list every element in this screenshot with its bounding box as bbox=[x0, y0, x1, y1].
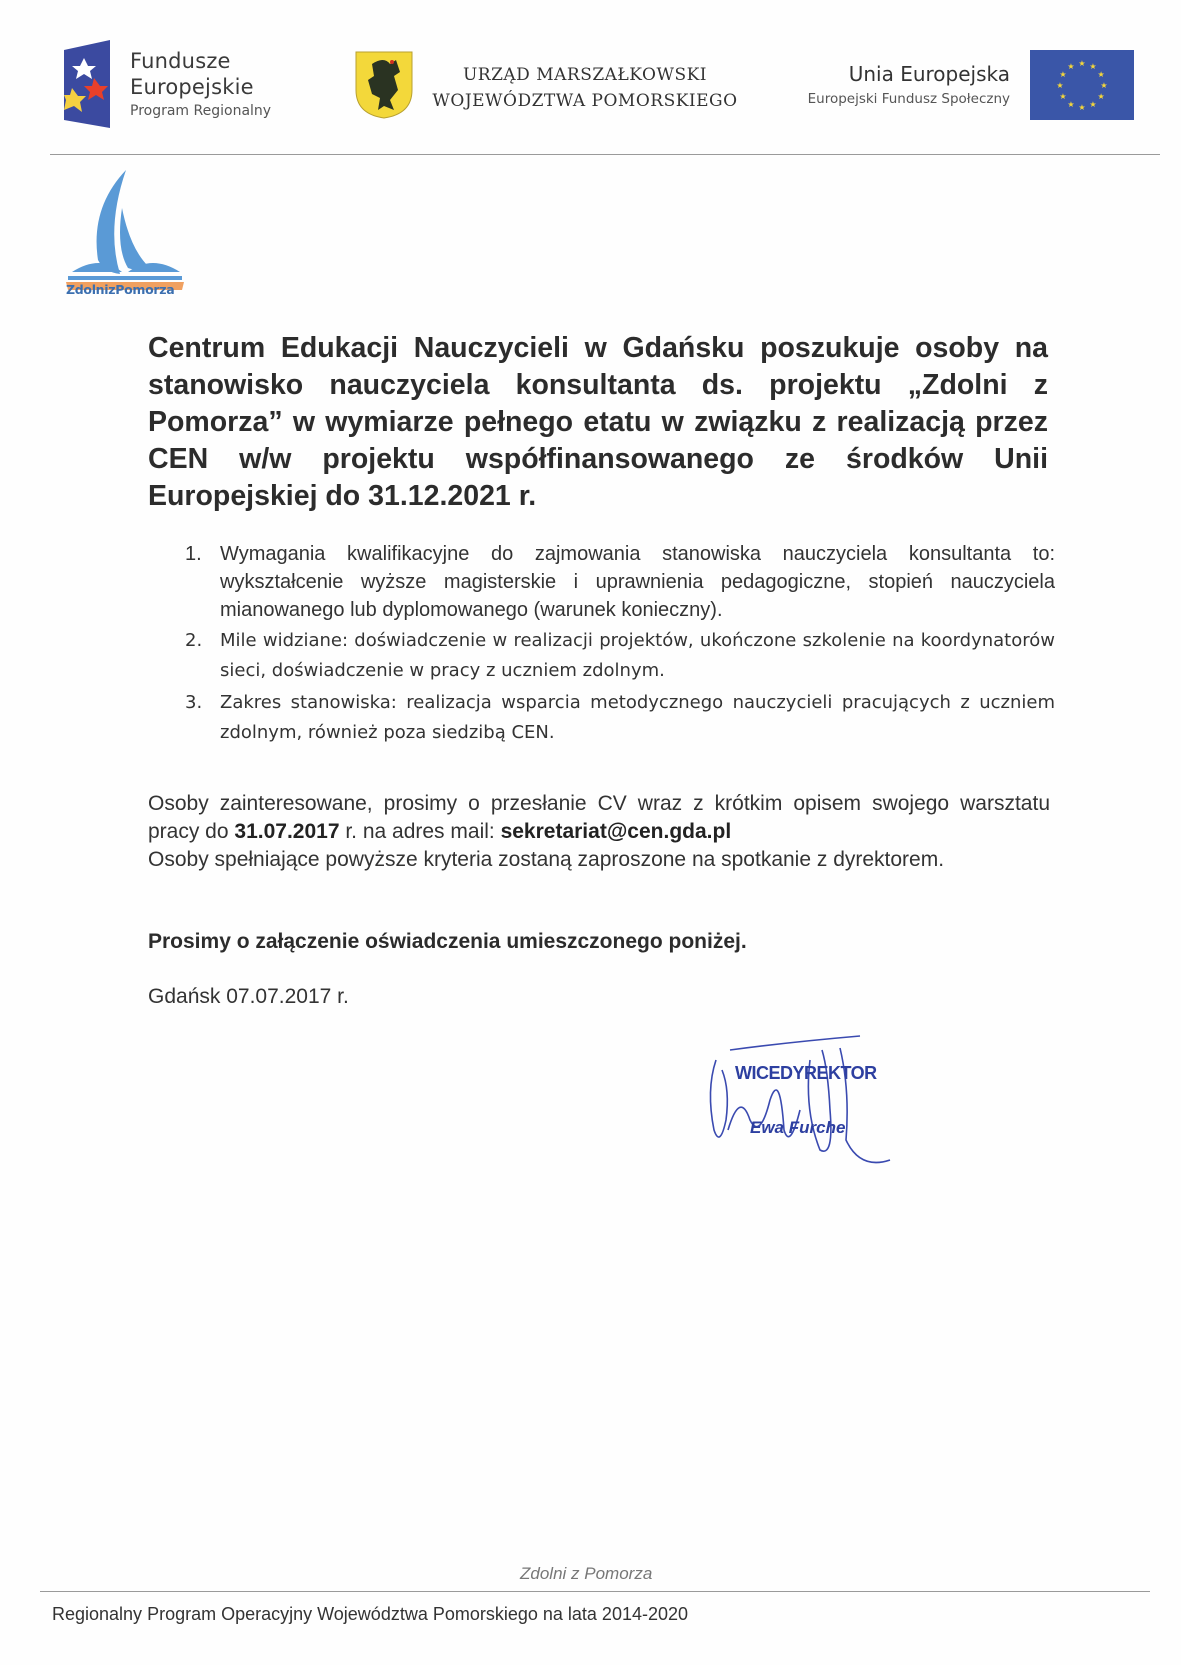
eu-star-icon: ★ bbox=[1059, 70, 1067, 79]
requirement-number: 3. bbox=[185, 692, 203, 713]
footer-program-text: Regionalny Program Operacyjny Województwa Pomorskiego na lata 2014-2020 bbox=[52, 1604, 689, 1624]
eu-star-icon: ★ bbox=[1097, 92, 1105, 101]
attachment-note: Prosimy o załączenie oświadczenia umieszczonego poniżej. bbox=[148, 930, 747, 953]
urzad-marszalkowski-text bbox=[420, 62, 750, 114]
eu-star-icon: ★ bbox=[1067, 100, 1075, 110]
eu-star-icon: ★ bbox=[1056, 81, 1064, 90]
requirement-item bbox=[175, 688, 1055, 748]
project-logo-label: ZdolnizPomorza bbox=[66, 282, 175, 297]
ue-line1: Unia Europejska bbox=[848, 62, 1010, 86]
fe-line1: Fundusze bbox=[130, 49, 231, 73]
requirement-number: 1. bbox=[185, 543, 202, 565]
requirement-text: Wymagania kwalifikacyjne do zajmowania stanowiska nauczyciela konsultanta to: wykształcenie wyższe magisterskie i uprawnienia pedagogiczne, stopień nauczyciela mianowanego lub dyplomowanego (warunek konieczny). bbox=[220, 543, 1055, 621]
eu-star-icon: ★ bbox=[1059, 92, 1067, 101]
fe-line3: Program Regionalny bbox=[130, 103, 272, 119]
unia-europejska-text bbox=[760, 60, 1010, 110]
eu-star-icon: ★ bbox=[1078, 59, 1086, 68]
eu-star-icon: ★ bbox=[1097, 70, 1105, 79]
footer-divider bbox=[40, 1591, 1150, 1592]
fundusze-europejskie-text bbox=[130, 48, 271, 122]
ue-line2: Europejski Fundusz Społeczny bbox=[807, 91, 1010, 107]
requirement-text: Mile widziane: doświadczenie w realizacji projektów, ukończone szkolenie na koordynatorów sieci, doświadczenie w pracy z uczniem zdolnym. bbox=[220, 630, 1055, 681]
requirement-number: 2. bbox=[185, 630, 203, 651]
um-line2: WOJEWÓDZTWA POMORSKIEGO bbox=[432, 91, 738, 111]
stamp-name: Ewa Furche bbox=[750, 1118, 846, 1137]
footer-project-name: Zdolni z Pomorza bbox=[520, 1564, 653, 1583]
application-paragraph bbox=[148, 790, 1050, 874]
um-line1: URZĄD MARSZAŁKOWSKI bbox=[462, 65, 708, 85]
announcement-title: Centrum Edukacji Nauczycieli w Gdańsku poszukuje osoby na stanowisko nauczyciela konsultanta ds. projektu „Zdolni z Pomorza” w wymiarze pełnego etatu w związku z realizacją przez CEN w/w projektu współfinansowanego ze środków Unii Europejskiej do 31.12.2021 r. bbox=[148, 332, 1048, 512]
pomorskie-crest-icon bbox=[354, 50, 414, 120]
handwritten-signature-icon bbox=[700, 1030, 920, 1170]
eu-star-icon: ★ bbox=[1089, 61, 1097, 71]
header-divider bbox=[50, 154, 1160, 155]
fundusze-europejskie-logo-icon bbox=[64, 40, 110, 128]
requirement-item bbox=[175, 540, 1055, 624]
eu-star-icon: ★ bbox=[1089, 100, 1097, 110]
application-text-3: Osoby spełniające powyższe kryteria zostaną zaproszone na spotkanie z dyrektorem. bbox=[148, 848, 945, 871]
application-deadline: 31.07.2017 bbox=[234, 820, 340, 843]
requirements-list bbox=[175, 540, 1055, 748]
stamp-title: WICEDYREKTOR bbox=[735, 1063, 877, 1083]
application-text-1: Osoby zainteresowane, prosimy o przesłanie CV wraz z krótkim opisem swojego warsztatu pracy do bbox=[148, 792, 1050, 843]
eu-star-icon: ★ bbox=[1100, 81, 1108, 90]
requirement-item bbox=[175, 626, 1055, 686]
eu-star-icon: ★ bbox=[1078, 103, 1086, 112]
application-text-2: r. na adres mail: bbox=[339, 820, 501, 843]
eu-flag-icon bbox=[1030, 50, 1134, 120]
fe-line2: Europejskie bbox=[130, 75, 254, 99]
requirement-text: Zakres stanowiska: realizacja wsparcia metodycznego nauczycieli pracujących z uczniem zdolnym, również poza siedzibą CEN. bbox=[220, 692, 1055, 743]
application-email-link[interactable]: sekretariat@cen.gda.pl bbox=[500, 820, 732, 843]
place-date: Gdańsk 07.07.2017 r. bbox=[148, 985, 349, 1008]
eu-star-icon: ★ bbox=[1067, 61, 1075, 71]
